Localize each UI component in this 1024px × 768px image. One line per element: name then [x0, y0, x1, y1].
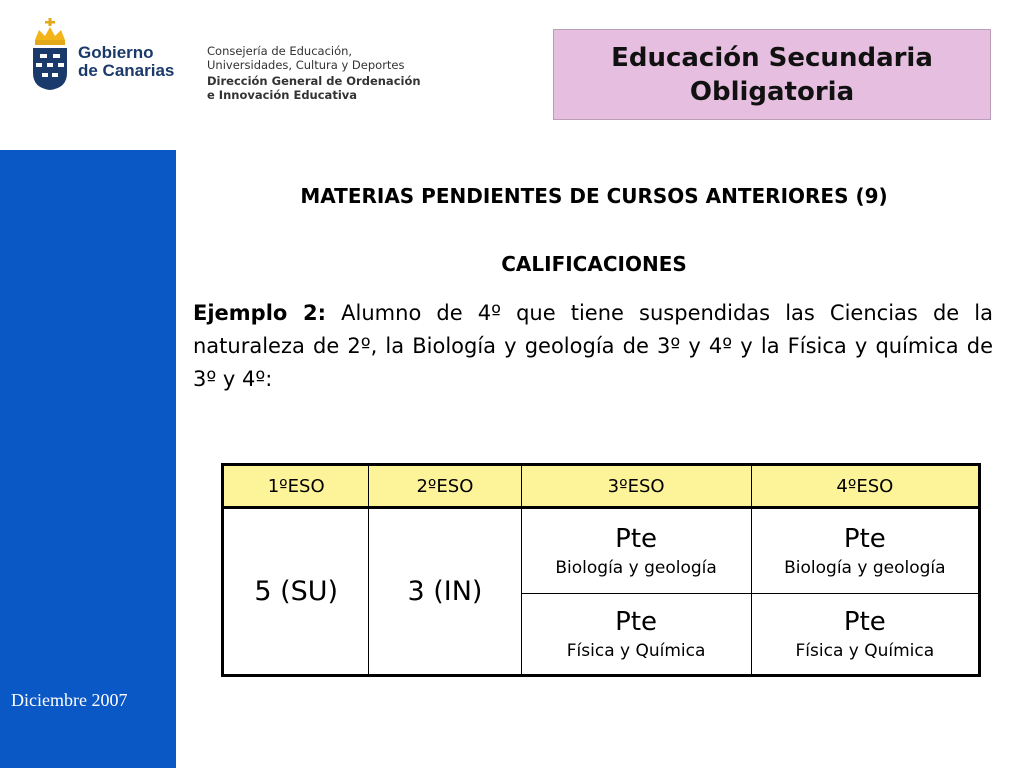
sidebar-date: Diciembre 2007 [11, 690, 128, 710]
cell-3eso-row2 [521, 594, 751, 676]
cell-4eso-row1 [751, 508, 979, 594]
section-subheading: CALIFICACIONES [501, 252, 687, 276]
subject-3eso-row2: Física y Química [566, 641, 706, 661]
table-header-row [223, 465, 980, 508]
header-1eso: 1ºESO [223, 465, 369, 508]
header-4eso: 4ºESO [751, 465, 979, 508]
subject-3eso-row1: Biología y geología [555, 558, 717, 578]
dept-line-2: Universidades, Cultura y Deportes [207, 58, 405, 72]
status-4eso-row1: Pte [843, 524, 886, 554]
subject-4eso-row2: Física y Química [795, 641, 935, 661]
cell-3eso-row1 [521, 508, 751, 594]
example-text: Alumno de 4º que tiene suspendidas las Ciencias de la naturaleza de 2º, la Biología y geología de 3º y 4º y la Física y química de 3º y 4º: [193, 301, 993, 391]
grade-1eso-value: 5 (SU) [254, 576, 339, 607]
example-label: Ejemplo 2: [193, 301, 327, 325]
dept-line-1: Consejería de Educación, [207, 44, 353, 58]
grade-1eso [223, 508, 369, 676]
header-2eso: 2ºESO [369, 465, 521, 508]
cell-4eso-row2 [751, 594, 979, 676]
crown-shield-icon [30, 18, 70, 90]
subject-4eso-row1: Biología y geología [784, 558, 946, 578]
table-row [223, 508, 980, 594]
status-3eso-row1: Pte [615, 524, 658, 554]
title-line-2: Obligatoria [689, 76, 855, 107]
slide-title-box [553, 29, 991, 120]
header-3eso: 3ºESO [521, 465, 751, 508]
status-4eso-row2: Pte [843, 607, 886, 637]
logo-text-line1: Gobierno [78, 43, 154, 62]
logo-text-line2: de Canarias [78, 61, 175, 80]
grade-2eso-value: 3 (IN) [407, 576, 483, 607]
grades-table [221, 463, 981, 677]
status-3eso-row2: Pte [615, 607, 658, 637]
title-line-1: Educación Secundaria [611, 42, 933, 73]
grade-2eso [369, 508, 521, 676]
dept-line-4: e Innovación Educativa [207, 88, 358, 102]
department-text [207, 44, 421, 102]
sidebar-band [0, 150, 176, 768]
section-heading: MATERIAS PENDIENTES DE CURSOS ANTERIORES (9) [300, 184, 888, 208]
dept-line-3: Dirección General de Ordenación [207, 74, 421, 88]
example-paragraph [193, 297, 993, 396]
gobierno-canarias-logo [30, 18, 190, 98]
logo-text [78, 44, 174, 80]
